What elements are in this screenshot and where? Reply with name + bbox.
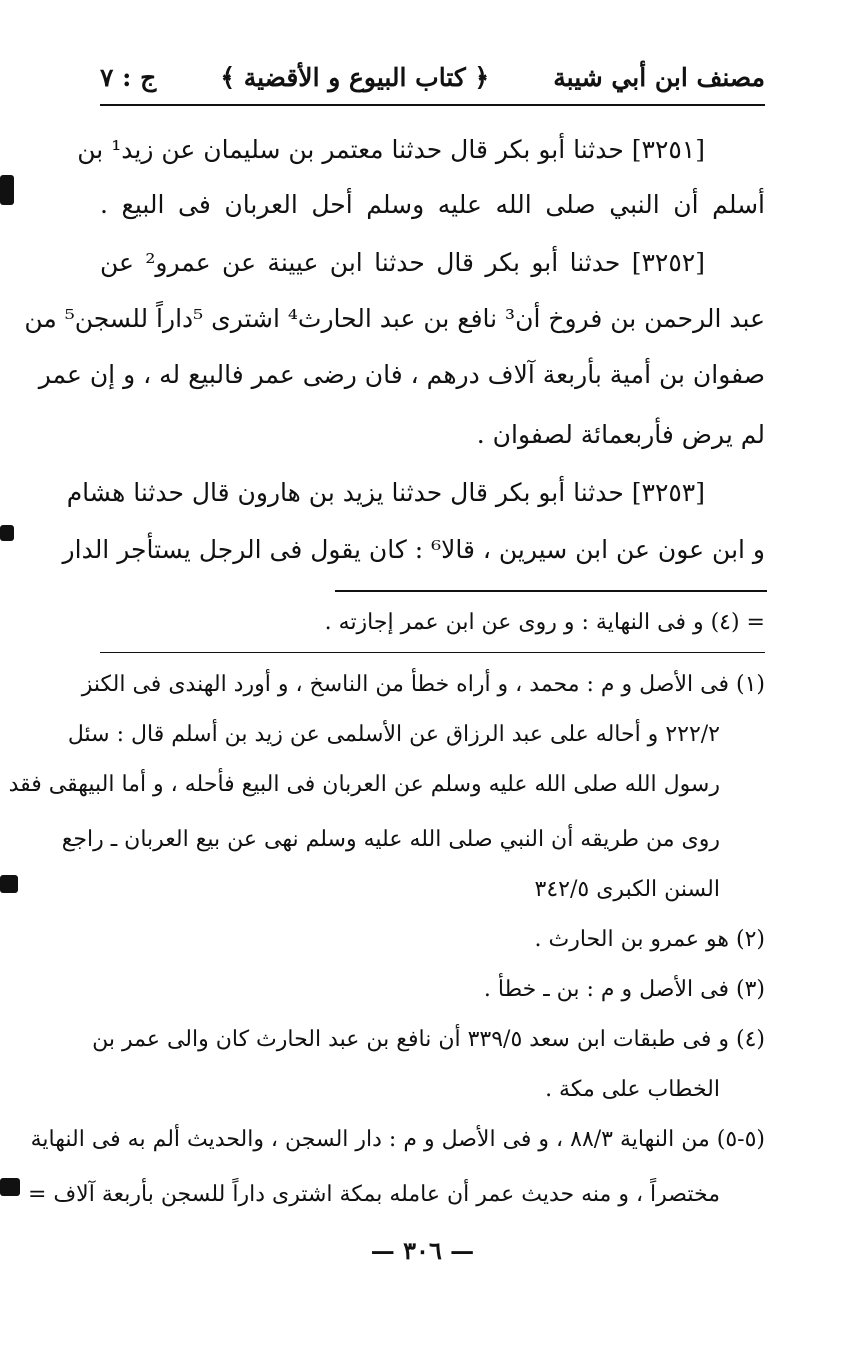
text-line: و ابن عون عن ابن سيرين ، قالا⁶ : كان يقول فى الرجل يستأجر الدار bbox=[62, 535, 765, 564]
footnote-line: مختصراً ، و منه حديث عمر أن عامله بمكة اشترى داراً للسجن بأربعة آلاف = bbox=[27, 1182, 720, 1207]
text-line: صفوان بن أمية بأربعة آلاف درهم ، فان رضى عمر فالبيع له ، و إن عمر bbox=[38, 360, 765, 389]
margin-mark bbox=[0, 875, 18, 893]
footnote-line: الخطاب على مكة . bbox=[545, 1077, 720, 1102]
page-header bbox=[100, 52, 765, 102]
continued-footnote: = (٤) و فى النهاية : و روى عن ابن عمر إجازته . bbox=[324, 610, 765, 635]
footnote-separator bbox=[335, 590, 767, 592]
header-rule bbox=[100, 104, 765, 106]
footnote-line: (٢) هو عمرو بن الحارث . bbox=[534, 927, 765, 952]
footnote-line: رسول الله صلى الله عليه وسلم عن العربان فى البيع فأحله ، و أما البيهقى فقد bbox=[8, 772, 720, 797]
footnote-rule bbox=[100, 652, 765, 653]
footnote-line: ٢٢٢/٢ و أحاله على عبد الرزاق عن الأسلمى عن زيد بن أسلم قال : سئل bbox=[67, 722, 720, 747]
margin-mark bbox=[0, 525, 14, 541]
text-line: عبد الرحمن بن فروخ أن³ نافع بن عبد الحارث⁴ اشترى ⁵داراً للسجن⁵ من bbox=[24, 304, 765, 333]
text-line: أسلم أن النبي صلى الله عليه وسلم أحل العربان فى البيع . bbox=[100, 190, 765, 219]
footnote-line: روى من طريقه أن النبي صلى الله عليه وسلم نهى عن بيع العربان ـ راجع bbox=[61, 827, 720, 852]
volume-number: ج : ٧ bbox=[100, 62, 157, 92]
footnote-line: (١) فى الأصل و م : محمد ، و أراه خطأ من الناسخ ، و أورد الهندى فى الكنز bbox=[81, 672, 765, 697]
margin-mark bbox=[0, 1178, 20, 1196]
text-line: [٣٢٥٣] حدثنا أبو بكر قال حدثنا يزيد بن هارون قال حدثنا هشام bbox=[66, 478, 705, 507]
footnote-line: (٤) و فى طبقات ابن سعد ٣٣٩/٥ أن نافع بن عبد الحارث كان والى عمر بن bbox=[92, 1027, 765, 1052]
footnote-line: (٥-٥) من النهاية ٨٨/٣ ، و فى الأصل و م : دار السجن ، والحديث ألم به فى النهاية bbox=[30, 1127, 765, 1152]
text-line: [٣٢٥٢] حدثنا أبو بكر قال حدثنا ابن عيينة عن عمرو² عن bbox=[100, 248, 705, 277]
page-number: — ٣٠٦ — bbox=[370, 1236, 475, 1265]
chapter-title: ﴿ كتاب البيوع و الأقضية ﴾ bbox=[220, 62, 490, 92]
margin-mark bbox=[0, 175, 14, 205]
footnote-line: (٣) فى الأصل و م : بن ـ خطأ . bbox=[483, 977, 765, 1002]
footnote-line: السنن الكبرى ٣٤٢/٥ bbox=[534, 877, 720, 902]
text-line: لم يرض فأربعمائة لصفوان . bbox=[476, 420, 765, 449]
book-title: مصنف ابن أبي شيبة bbox=[553, 62, 765, 92]
text-line: [٣٢٥١] حدثنا أبو بكر قال حدثنا معتمر بن سليمان عن زيد¹ بن bbox=[77, 135, 705, 164]
